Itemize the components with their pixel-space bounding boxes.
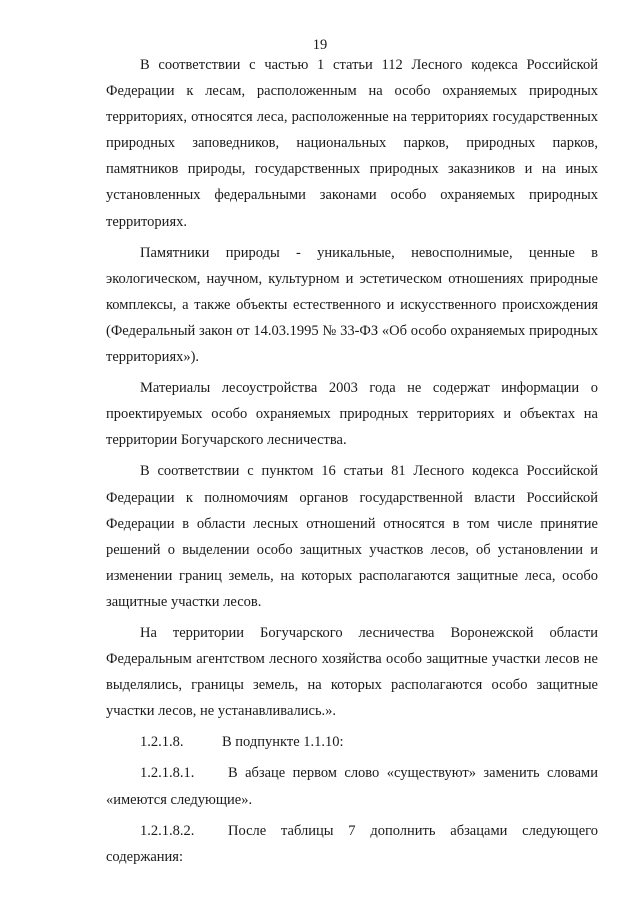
paragraph-natural-monuments: Памятники природы - уникальные, невосполнимые, ценные в экологическом, научном, культурном и эстетическом отношениях природные комплексы, а также объекты естественного и искусственного происхождения (Федеральный закон от 14.03.1995 № 33-ФЗ «Об особо охраняемых природных территориях»). — [106, 244, 598, 366]
clause-text: В абзаце первом слово «существуют» заменить словами «имеются следующие». — [106, 765, 598, 808]
document-body — [106, 52, 598, 875]
clause-text: После таблицы 7 дополнить абзацами следующего содержания: — [106, 822, 598, 865]
clause-1-2-1-8-1 — [106, 760, 598, 812]
clause-number: 1.2.1.8. — [140, 734, 184, 751]
paragraph-boguchar-forestry: На территории Богучарского лесничества Воронежской области Федеральным агентством лесного хозяйства особо защитные участки лесов не выделялись, границы земель, на которых располагаются особо защитные участки лесов, не устанавливались.». — [106, 624, 598, 720]
clause-1-2-1-8-2 — [106, 818, 598, 870]
clause-text: В подпункте 1.1.10: — [222, 734, 344, 751]
paragraph-federal-powers: В соответствии с пунктом 16 статьи 81 Лесного кодекса Российской Федерации к полномочиям органов государственной власти Российской Федерации в области лесных отношений относятся в том числе принятие решений о выделении особо защитных участков лесов, об установлении и изменении границ земель, на которых располагаются защитные леса, особо защитные участки лесов. — [106, 463, 598, 610]
page-number: 19 — [312, 37, 328, 53]
paragraph-forest-inventory-2003: Материалы лесоустройства 2003 года не содержат информации о проектируемых особо охраняемых природных территориях и объектах на территории Богучарского лесничества. — [106, 380, 598, 449]
clause-number: 1.2.1.8.1. — [140, 765, 195, 782]
clause-1-2-1-8 — [106, 729, 598, 755]
clause-number: 1.2.1.8.2. — [140, 822, 195, 839]
paragraph-forests-protected-areas: В соответствии с частью 1 статьи 112 Лесного кодекса Российской Федерации к лесам, расположенным на особо охраняемых природных территориях, относятся леса, расположенные на территориях государственных природных заповедников, национальных парков, природных парков, памятников природы, государственных природных заказников и на иных установленных федеральными законами особо охраняемых природных территориях. — [106, 57, 598, 230]
